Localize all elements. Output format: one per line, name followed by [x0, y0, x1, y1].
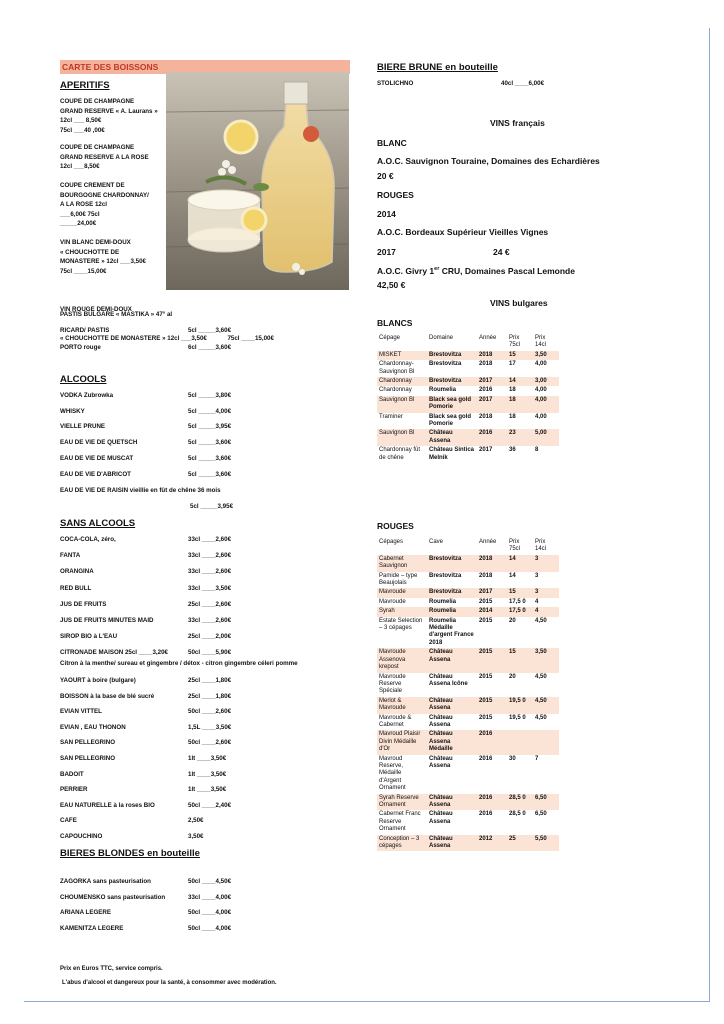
table-row — [377, 351, 559, 360]
table-cell: 2015 — [479, 714, 493, 721]
table-cell: 3 — [533, 588, 559, 597]
table-cell: Château Assena — [427, 835, 477, 852]
champagne-rose-block — [60, 143, 149, 172]
text-line: « CHOUCHOTTE DE MONASTERE » 12cl ___3,50€ 75cl ____15,00€ — [60, 334, 274, 342]
table-cell: Mavroud Plaisir Divin Médaille d'Or — [377, 730, 427, 754]
item-name: FANTA — [60, 552, 81, 560]
item-price: 5cl _____3,60€ — [188, 439, 232, 447]
table-cell: 2015 — [479, 617, 493, 624]
item-name: CAFE — [60, 817, 77, 825]
table-cell: Syrah Reserve Ornament — [377, 794, 427, 811]
column-header: Prix 75cl — [509, 539, 521, 553]
item-name: BOISSON à la base de blé sucré — [60, 692, 155, 700]
table-cell: 3,00 — [533, 377, 559, 386]
table-cell: Mavroude — [377, 588, 427, 597]
menu-title: CARTE DES BOISSONS — [60, 60, 350, 74]
table-cell: 2014 — [477, 607, 507, 616]
table-row — [377, 413, 559, 430]
item-price: 33cl ____3,50€ — [188, 584, 232, 592]
table-cell: 14 — [507, 377, 533, 386]
aoc-text: CRU, Domaines Pascal Lemonde — [439, 266, 575, 276]
table-cell: 25 — [507, 835, 533, 852]
item-name: SAN PELLEGRINO — [60, 739, 116, 747]
text-line: 75cl ____15,00€ — [60, 267, 107, 275]
item-price: 5cl _____3,60€ — [188, 454, 232, 462]
wine-price-2: 24 € — [493, 247, 510, 257]
item-price: 50cl ____4,50€ — [188, 878, 232, 885]
table-cell: 15 — [507, 648, 533, 672]
table-cell: 28,5 0 — [509, 811, 526, 818]
table-row — [377, 360, 559, 377]
item-name: VODKA Zubrowka — [60, 392, 114, 399]
column-header: Prix 14cl — [535, 539, 547, 553]
text-line: COUPE DE CHAMPAGNE — [60, 98, 135, 105]
footer-warning: L'abus d'alcool et dangereux pour la santé, à consommer avec modération. — [62, 980, 277, 986]
text-line: _____24,00€ — [60, 220, 97, 227]
footer-prices: Prix en Euros TTC, service compris. — [60, 966, 163, 972]
item-name: YAOURT à boire (bulgare) — [60, 677, 136, 684]
rouges-title: ROUGES — [377, 521, 414, 531]
text-line: GRAND RESERVE « A. Laurans » — [60, 107, 158, 115]
item-price: 33cl ____2,60€ — [188, 568, 232, 576]
table-cell: 2015 — [479, 673, 493, 680]
item-name: COCA-COLA, zéro, — [60, 536, 116, 543]
year-2014: 2014 — [377, 209, 396, 219]
table-cell: 4 — [535, 598, 539, 605]
table-cell: 2017 — [477, 396, 507, 413]
item-price: 3,50€ — [188, 833, 204, 840]
item-name: EAU DE VIE D'ABRICOT — [60, 470, 131, 478]
rouges-table-wrap — [377, 538, 559, 851]
table-cell: 2015 — [479, 598, 493, 605]
item-price: 33cl ____2,60€ — [188, 552, 232, 560]
item-price: 1lt ____3,50€ — [188, 786, 227, 794]
table-cell: 17,5 0 — [509, 598, 526, 605]
table-cell: 4,50 — [535, 673, 547, 680]
item-name: RICARD/ PASTIS — [60, 327, 110, 334]
sans-alcools-title: SANS ALCOOLS — [60, 518, 136, 529]
table-cell: 2016 — [479, 755, 493, 762]
table-cell: 15 — [507, 351, 533, 360]
pastis-line: PASTIS BULGARE « MASTIKA » 47° al — [60, 311, 173, 318]
table-cell: 2018 — [477, 555, 507, 572]
year-2017: 2017 — [377, 247, 396, 257]
item-name: CHOUMENSKO sans pasteurisation — [60, 893, 166, 901]
column-header: Prix 14cl — [535, 335, 547, 349]
table-cell: 3 — [535, 572, 539, 579]
text-line: 12cl ___8,50€ — [60, 163, 100, 170]
table-cell: Cabernet Sauvignon — [377, 555, 427, 572]
table-cell: MISKET — [377, 351, 427, 360]
item-price: 50cl ____5,90€ — [188, 649, 232, 657]
wine-aoc-1: A.O.C. Sauvignon Touraine, Domaines des Echardières — [377, 156, 600, 166]
item-name: JUS DE FRUITS MINUTES MAID — [60, 617, 154, 624]
table-cell: 2017 — [479, 447, 493, 454]
table-cell: 2017 — [477, 377, 507, 386]
vin-blanc-block — [60, 238, 146, 276]
table-cell: 2016 — [479, 811, 493, 818]
table-row — [377, 714, 559, 731]
table-cell: 8 — [535, 447, 539, 454]
item-name: STOLICHNO — [377, 80, 414, 87]
table-cell: 19,5 0 — [507, 697, 533, 714]
blancs-table — [377, 334, 559, 463]
column-header: Année — [479, 539, 497, 545]
table-cell: Château Assena — [427, 429, 477, 446]
item-price: 25cl ____2,00€ — [188, 633, 232, 641]
table-row — [377, 598, 559, 607]
wine-aoc-2: A.O.C. Bordeaux Supérieur Vieilles Vignes — [377, 227, 549, 237]
alcools-title: ALCOOLS — [60, 374, 107, 385]
table-cell: 4,00 — [535, 413, 547, 420]
text-line: BOURGOGNE CHARDONNAY/ — [60, 191, 149, 199]
item-name: WHISKY — [60, 407, 85, 415]
table-cell: 5,50 — [533, 835, 559, 852]
table-cell: 28,5 0 — [507, 794, 533, 811]
item-name: ZAGORKA sans pasteurisation — [60, 878, 151, 885]
table-cell: 4,50 — [533, 697, 559, 714]
table-cell: Château Assena — [427, 697, 477, 714]
item-price: 5cl _____4,00€ — [188, 407, 232, 415]
item-name: EVIAN , EAU THONON — [60, 723, 126, 731]
item-name: SIROP BIO à L'EAU — [60, 633, 118, 641]
table-cell: 2015 — [477, 697, 507, 714]
item-name: VIELLE PRUNE — [60, 423, 106, 431]
item-price: 1lt ____3,50€ — [188, 755, 227, 762]
item-price: 33cl ____2,60€ — [188, 536, 232, 543]
table-cell: Château Assena — [429, 714, 453, 728]
table-header-row — [377, 538, 559, 555]
vins-francais-title: VINS français — [490, 118, 545, 128]
column-header: Prix 75cl — [509, 335, 521, 349]
table-cell: 30 — [509, 755, 516, 762]
table-cell: 19,5 0 — [509, 714, 526, 721]
blancs-table-wrap — [377, 334, 559, 463]
table-cell: 4 — [533, 607, 559, 616]
table-cell: Brestovitza — [429, 572, 462, 579]
table-cell: Château Assena — [429, 811, 453, 825]
item-name: EAU NATURELLE à la roses BIO — [60, 801, 155, 809]
item-price: 25cl ____1,80€ — [188, 692, 232, 700]
table-row — [377, 755, 559, 794]
table-cell: Château Assena — [427, 794, 477, 811]
item-price: 1,5L ____3,50€ — [188, 723, 232, 731]
aperitifs-title: APERITIFS — [60, 80, 110, 91]
blanc-heading: BLANC — [377, 138, 407, 148]
table-row — [377, 810, 559, 834]
item-name: SAN PELLEGRINO — [60, 755, 116, 762]
item-price: 5cl _____3,60€ — [188, 470, 232, 478]
table-row — [377, 377, 559, 386]
table-row — [377, 555, 559, 572]
table-cell: 2012 — [477, 835, 507, 852]
table-cell: Merlot & Mavroude — [377, 697, 427, 714]
table-cell: 18 — [509, 387, 516, 394]
table-cell: Estate Selection – 3 cépages — [379, 617, 423, 632]
bieres-title: BIERES BLONDES en bouteille — [60, 848, 200, 859]
column-header: Cave — [429, 539, 444, 545]
table-cell: 6,50 — [535, 811, 547, 818]
table-cell: 20 — [509, 673, 516, 680]
item-price: 50cl ____4,00€ — [188, 924, 232, 932]
table-cell: 4,00 — [535, 361, 547, 368]
table-cell: 3 — [533, 555, 559, 572]
table-cell: Traminer — [379, 413, 403, 420]
table-cell: Brestovitza — [427, 588, 477, 597]
item-price: 40cl ____6,00€ — [501, 80, 545, 87]
item-name: CITRONADE MAISON 25cl ____3,20€ — [60, 649, 168, 657]
table-row — [377, 617, 559, 649]
text-line: VIN ROUGE DEMI-DOUX — [60, 306, 132, 313]
table-row — [377, 446, 559, 463]
item-name: JUS DE FRUITS — [60, 600, 107, 608]
table-cell: 18 — [509, 413, 516, 420]
wine-price-1: 20 € — [377, 171, 394, 181]
item-price: 33cl ____2,60€ — [188, 617, 232, 624]
table-cell: Sauvignon Bl — [377, 429, 427, 446]
table-cell: Chardonnay fût de chêne — [379, 447, 421, 461]
blancs-title: BLANCS — [377, 318, 413, 328]
text-line: COUPE DE CHAMPAGNE — [60, 144, 135, 151]
table-row — [377, 396, 559, 413]
wine-price-3: 42,50 € — [377, 280, 406, 290]
table-cell: 2018 — [479, 361, 493, 368]
item-name: CAPOUCHINO — [60, 833, 103, 840]
table-header-row — [377, 334, 559, 351]
table-cell: Mavroude Reserve Spéciale — [379, 673, 406, 695]
table-cell: Chardonnay — [379, 387, 412, 394]
aoc-sup: er — [434, 266, 440, 273]
table-row — [377, 697, 559, 714]
table-cell: 15 — [507, 588, 533, 597]
item-name: ORANGINA — [60, 568, 94, 576]
table-cell: 4,50 — [535, 714, 547, 721]
table-cell: 4,00 — [533, 396, 559, 413]
table-cell: Mavroude — [379, 598, 406, 605]
table-cell: Chardonnay-Sauvignon Bl — [379, 361, 415, 375]
table-cell: 2016 — [477, 429, 507, 446]
table-cell: Château Sintica Melnik — [429, 447, 475, 461]
wine-aoc-3 — [377, 266, 575, 276]
item-name: PERRIER — [60, 786, 88, 794]
item-name: PORTO rouge — [60, 344, 101, 351]
table-cell: Roumelia — [429, 598, 457, 605]
item-name: RED BULL — [60, 584, 92, 592]
text-line: A LA ROSE 12cl — [60, 201, 107, 208]
table-cell: 14 — [509, 572, 516, 579]
table-cell: Château Assena — [429, 755, 453, 769]
table-cell: 20 — [509, 617, 516, 624]
table-cell: Sauvignon Bl — [377, 396, 427, 413]
table-cell: 2017 — [477, 588, 507, 597]
text-line: GRAND RESERVE A LA ROSE — [60, 153, 149, 161]
table-cell: Chardonnay — [377, 377, 427, 386]
table-cell: Black sea gold Pomorie — [427, 396, 477, 413]
item-price: 5cl _____3,95€ — [188, 423, 232, 431]
text-line: MONASTERE » 12cl ___3,50€ — [60, 258, 146, 265]
item-price: 33cl ____4,00€ — [188, 893, 232, 901]
raisin-line: EAU DE VIE DE RAISIN vieillie en fût de chêne 36 mois — [60, 487, 221, 494]
table-cell: 7 — [535, 755, 539, 762]
item-price: 5cl _____3,60€ — [188, 327, 232, 334]
table-cell: 2016 — [477, 730, 507, 754]
table-cell: Syrah — [377, 607, 427, 616]
table-cell: 2018 — [479, 413, 493, 420]
table-cell: 14 — [507, 555, 533, 572]
table-cell: Brestovitza — [427, 351, 477, 360]
table-row — [377, 730, 559, 754]
item-price: 1lt ____3,50€ — [188, 770, 227, 778]
text-line: ___6,00€ 75cl — [60, 210, 100, 218]
table-row — [377, 648, 559, 672]
table-cell: Roumelia Médaille d'argent France 2018 — [429, 617, 474, 646]
table-row — [377, 607, 559, 616]
table-cell: Mavroud Reserve, Médaille d'Argent Ornament — [379, 755, 406, 792]
item-price: 6cl _____3,60€ — [188, 344, 232, 351]
table-cell: Château Assena — [427, 648, 477, 672]
table-cell: 17 — [509, 361, 516, 368]
citron-line: Citron à la menthe/ sureau et gingembre / détox - citron gingembre céleri pomme — [60, 660, 298, 667]
table-cell: Brestovitza — [429, 361, 462, 368]
table-cell: 4,00 — [535, 387, 547, 394]
table-cell — [533, 730, 559, 754]
table-cell: 2016 — [477, 794, 507, 811]
item-price: 5cl _____3,80€ — [188, 392, 232, 399]
lemonade-photo — [166, 72, 349, 290]
column-header: Année — [479, 335, 497, 341]
column-header: Domaine — [429, 335, 454, 341]
table-cell: Roumelia — [429, 387, 457, 394]
item-price: 50cl ____4,00€ — [188, 909, 232, 917]
table-cell: 4,50 — [535, 617, 547, 624]
item-name: EVIAN VITTEL — [60, 708, 102, 716]
table-cell: 2018 — [479, 572, 493, 579]
item-price: 50cl ____2,40€ — [188, 801, 232, 809]
item-name: BADOIT — [60, 770, 84, 778]
item-price: 25cl ____2,60€ — [188, 600, 232, 608]
table-cell: Château Assena Médaille — [427, 730, 477, 754]
text-line: 75cl ___40 ,00€ — [60, 126, 105, 134]
table-cell: Château Assena Icône — [429, 673, 468, 687]
item-price: 5cl _____3,95€ — [190, 503, 234, 510]
item-name: EAU DE VIE DE QUETSCH — [60, 439, 138, 447]
item-price: 50cl ____2,60€ — [188, 739, 232, 747]
item-name: EAU DE VIE DE MUSCAT — [60, 454, 134, 462]
table-row — [377, 429, 559, 446]
table-row — [377, 673, 559, 697]
table-row — [377, 835, 559, 852]
table-cell: 23 — [507, 429, 533, 446]
table-row — [377, 588, 559, 597]
table-cell: 2015 — [477, 648, 507, 672]
table-cell: Cabernet Franc Reserve Ornament — [379, 811, 421, 833]
table-cell: Conception – 3 cépages — [377, 835, 427, 852]
table-cell: 3,50 — [533, 648, 559, 672]
table-cell — [507, 730, 533, 754]
text-line: VIN BLANC DEMI-DOUX — [60, 239, 131, 246]
column-header: Cépages — [379, 539, 404, 545]
rouges-heading: ROUGES — [377, 190, 414, 200]
column-header: Cépage — [379, 335, 401, 341]
table-cell: 36 — [509, 447, 516, 454]
table-cell: 18 — [507, 396, 533, 413]
champagne-block — [60, 97, 158, 135]
table-row — [377, 572, 559, 589]
table-cell: Pamide – type Beaujolais — [379, 572, 418, 587]
table-cell: Brestovitza — [427, 377, 477, 386]
item-price: 25cl ____1,80€ — [188, 677, 232, 684]
text-line: « CHOUCHOTTE DE — [60, 248, 120, 256]
table-cell: 2016 — [479, 387, 493, 394]
table-row — [377, 386, 559, 395]
table-cell: Mavroude Assenova krepost — [377, 648, 427, 672]
item-name: ARIANA LEGERE — [60, 909, 111, 917]
item-price: 50cl ____2,60€ — [188, 708, 232, 716]
aoc-text: A.O.C. Givry 1 — [377, 266, 435, 276]
table-cell: Black sea gold Pomorie — [429, 413, 472, 428]
table-cell: 5,00 — [533, 429, 559, 446]
table-cell: Mavroude & Cabernet — [379, 714, 412, 728]
rouges-table — [377, 538, 559, 851]
text-line: 12cl ___ 8,50€ — [60, 117, 102, 124]
table-cell: 2018 — [477, 351, 507, 360]
table-cell: 6,50 — [533, 794, 559, 811]
table-row — [377, 794, 559, 811]
table-cell: 17,5 0 — [507, 607, 533, 616]
item-price: 2,50€ — [188, 817, 204, 825]
table-cell: Roumelia — [427, 607, 477, 616]
biere-brune-title: BIERE BRUNE en bouteille — [377, 62, 498, 73]
table-cell: 3,50 — [533, 351, 559, 360]
text-line: COUPE CREMENT DE — [60, 182, 125, 189]
cremant-block — [60, 181, 149, 229]
vins-bulgares-title: VINS bulgares — [490, 298, 548, 308]
table-cell: Brestovitza — [427, 555, 477, 572]
item-name: KAMENITZA LEGERE — [60, 924, 124, 932]
